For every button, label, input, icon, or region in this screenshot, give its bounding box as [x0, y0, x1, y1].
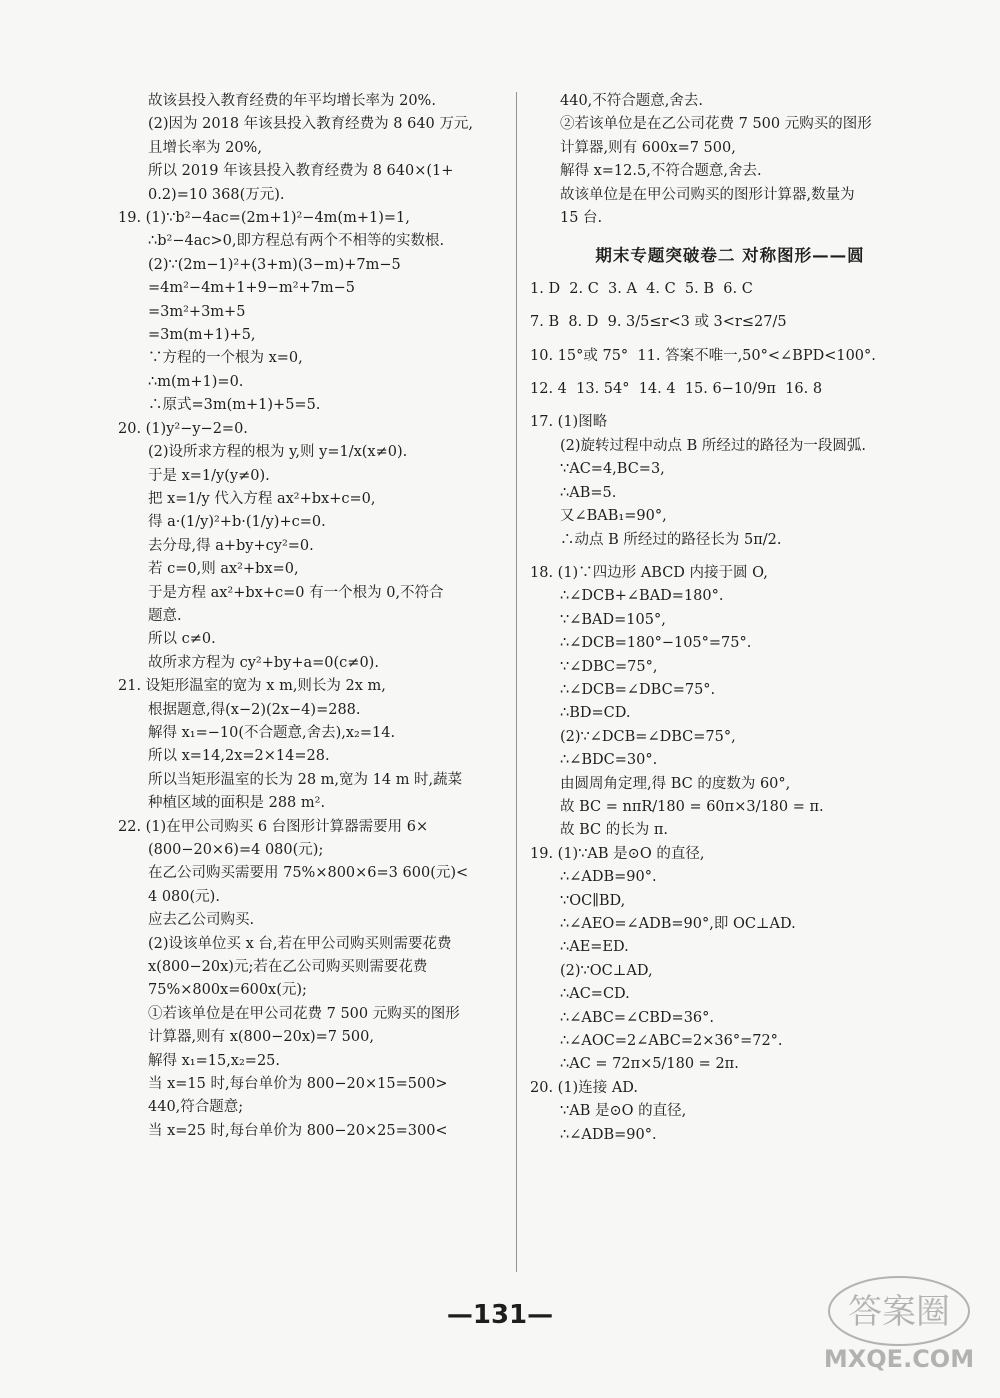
text-line: 18. (1)∵四边形 ABCD 内接于圆 O,: [530, 564, 768, 581]
text-line: 440,不符合题意,舍去.: [560, 93, 704, 109]
section-heading: 期末专题突破卷二 对称图形——圆: [595, 246, 865, 266]
text-line: ∴∠DCB=∠DBC=75°.: [560, 681, 716, 698]
text-line: ∵∠DBC=75°,: [560, 658, 658, 675]
text-line: ∴BD=CD.: [560, 705, 631, 722]
text-line: ∴AC=CD.: [560, 986, 630, 1003]
text-line: 根据题意,得(x−2)(2x−4)=288.: [148, 701, 361, 718]
answer-continuation: [530, 90, 930, 230]
watermark-logo: [817, 1263, 982, 1378]
text-line: 4 080(元).: [148, 888, 220, 905]
text-line: 解得 x₁=15,x₂=25.: [148, 1052, 281, 1069]
text-line: 20. (1)连接 AD.: [530, 1079, 639, 1096]
text-line: ∴∠BDC=30°.: [560, 752, 658, 769]
text-line: 19. (1)∵b²−4ac=(2m+1)²−4m(m+1)=1,: [118, 210, 410, 227]
left-column: [118, 90, 510, 1143]
text-line: ∴∠AEO=∠ADB=90°,即 OC⊥AD.: [560, 916, 796, 932]
text-line: 1. D 2. C 3. A 4. C 5. B 6. C: [530, 280, 753, 297]
text-line: (2)∵∠DCB=∠DBC=75°,: [560, 728, 736, 745]
text-line: 应去乙公司购买.: [148, 912, 255, 929]
text-line: 75%×800x=600x(元);: [148, 982, 307, 999]
text-line: ∴原式=3m(m+1)+5=5.: [148, 397, 321, 414]
text-line: 在乙公司购买需要用 75%×800×6=3 600(元)<: [148, 865, 469, 882]
text-line: ∴∠DCB+∠BAD=180°.: [560, 588, 724, 605]
text-line: ∴AB=5.: [560, 484, 617, 501]
watermark-top-text: 答案圈: [848, 1292, 950, 1332]
text-line: ∴∠ADB=90°.: [560, 1126, 657, 1143]
text-line: ∴∠DCB=180°−105°=75°.: [560, 635, 752, 652]
text-line: ∵OC∥BD,: [560, 892, 626, 909]
text-line: 21. 设矩形温室的宽为 x m,则长为 2x m,: [118, 678, 386, 695]
answer-list: [530, 278, 930, 1147]
text-line: (2)旋转过程中动点 B 所经过的路径为一段圆弧.: [560, 437, 867, 454]
text-line: ∵方程的一个根为 x=0,: [148, 350, 303, 367]
text-line: 所以 2019 年该县投入教育经费为 8 640×(1+: [148, 163, 454, 180]
text-line: ∴动点 B 所经过的路径长为 5π/2.: [560, 531, 782, 548]
text-line: 故 BC = nπR/180 = 60π×3/180 = π.: [560, 798, 824, 815]
text-line: 7. B 8. D 9. 3/5≤r<3 或 3<r≤27/5: [530, 314, 787, 331]
text-line: 故该县投入教育经费的年平均增长率为 20%.: [148, 93, 436, 109]
text-line: ∴AC = 72π×5/180 = 2π.: [560, 1056, 739, 1073]
text-line: 种植区域的面积是 288 m².: [148, 795, 326, 812]
text-line: 19. (1)∵AB 是⊙O 的直径,: [530, 845, 705, 862]
text-line: ∴∠AOC=2∠ABC=2×36°=72°.: [560, 1033, 783, 1050]
text-line: 得 a·(1/y)²+b·(1/y)+c=0.: [148, 514, 326, 531]
text-line: ①若该单位是在甲公司花费 7 500 元购买的图形: [148, 1005, 460, 1022]
text-line: 17. (1)图略: [530, 414, 608, 431]
text-line: ∵∠BAD=105°,: [560, 611, 666, 628]
text-line: 去分母,得 a+by+cy²=0.: [148, 537, 314, 554]
text-line: =3m²+3m+5: [148, 303, 246, 320]
text-line: 440,符合题意;: [148, 1099, 244, 1116]
text-line: 22. (1)在甲公司购买 6 台图形计算器需要用 6×: [118, 818, 429, 835]
text-line: 计算器,则有 600x=7 500,: [560, 139, 736, 156]
page-number: —131—: [446, 1300, 554, 1330]
text-line: 计算器,则有 x(800−20x)=7 500,: [148, 1029, 374, 1046]
text-line: ∴∠ADB=90°.: [560, 869, 657, 886]
text-line: 故所求方程为 cy²+by+a=0(c≠0).: [148, 654, 379, 671]
text-line: 15 台.: [560, 210, 603, 227]
text-line: (2)∵(2m−1)²+(3+m)(3−m)+7m−5: [148, 256, 401, 273]
text-line: 又∠BAB₁=90°,: [560, 508, 667, 525]
text-line: 0.2)=10 368(万元).: [148, 186, 285, 203]
text-line: 当 x=25 时,每台单价为 800−20×25=300<: [148, 1122, 448, 1139]
text-line: 20. (1)y²−y−2=0.: [118, 420, 248, 437]
text-line: 当 x=15 时,每台单价为 800−20×15=500>: [148, 1076, 448, 1093]
text-line: =4m²−4m+1+9−m²+7m−5: [148, 280, 356, 297]
text-line: ∴m(m+1)=0.: [148, 373, 244, 390]
text-line: ∵AC=4,BC=3,: [560, 461, 665, 478]
text-line: (2)∵OC⊥AD,: [560, 962, 653, 979]
column-divider: [516, 92, 517, 1272]
text-line: 若 c=0,则 ax²+bx=0,: [148, 561, 299, 578]
text-line: ∴∠ABC=∠CBD=36°.: [560, 1009, 714, 1026]
text-line: 于是 x=1/y(y≠0).: [148, 467, 270, 484]
text-line: 12. 4 13. 54° 14. 4 15. 6−10/9π 16. 8: [530, 381, 823, 398]
text-line: ∴AE=ED.: [560, 939, 629, 956]
text-line: =3m(m+1)+5,: [148, 327, 256, 344]
text-line: (2)因为 2018 年该县投入教育经费为 8 640 万元,: [148, 116, 473, 133]
text-line: 所以 c≠0.: [148, 631, 216, 648]
text-line: 把 x=1/y 代入方程 ax²+bx+c=0,: [148, 490, 376, 507]
text-line: ②若该单位是在乙公司花费 7 500 元购买的图形: [560, 116, 872, 133]
watermark-bottom-text: MXQE.COM: [823, 1345, 975, 1373]
text-line: 所以当矩形温室的长为 28 m,宽为 14 m 时,蔬菜: [148, 771, 463, 788]
text-line: 10. 15°或 75° 11. 答案不唯一,50°<∠BPD<100°.: [530, 347, 876, 364]
text-line: 故该单位是在甲公司购买的图形计算器,数量为: [560, 186, 855, 203]
text-line: ∵AB 是⊙O 的直径,: [560, 1103, 687, 1120]
text-line: x(800−20x)元;若在乙公司购买则需要花费: [148, 959, 428, 976]
text-line: ∴b²−4ac>0,即方程总有两个不相等的实数根.: [148, 233, 445, 250]
text-line: 解得 x₁=−10(不合题意,舍去),x₂=14.: [148, 724, 396, 741]
text-line: 于是方程 ax²+bx+c=0 有一个根为 0,不符合: [148, 584, 444, 601]
text-line: 题意.: [148, 607, 182, 624]
text-line: (2)设所求方程的根为 y,则 y=1/x(x≠0).: [148, 444, 408, 461]
text-line: (800−20×6)=4 080(元);: [148, 842, 324, 858]
text-line: 由圆周角定理,得 BC 的度数为 60°,: [560, 775, 791, 792]
text-line: 所以 x=14,2x=2×14=28.: [148, 748, 330, 765]
text-line: (2)设该单位买 x 台,若在甲公司购买则需要花费: [148, 935, 452, 952]
text-line: 解得 x=12.5,不符合题意,舍去.: [560, 163, 762, 180]
text-line: 且增长率为 20%,: [148, 139, 262, 156]
right-column: [530, 90, 930, 1147]
text-line: 故 BC 的长为 π.: [560, 822, 668, 839]
